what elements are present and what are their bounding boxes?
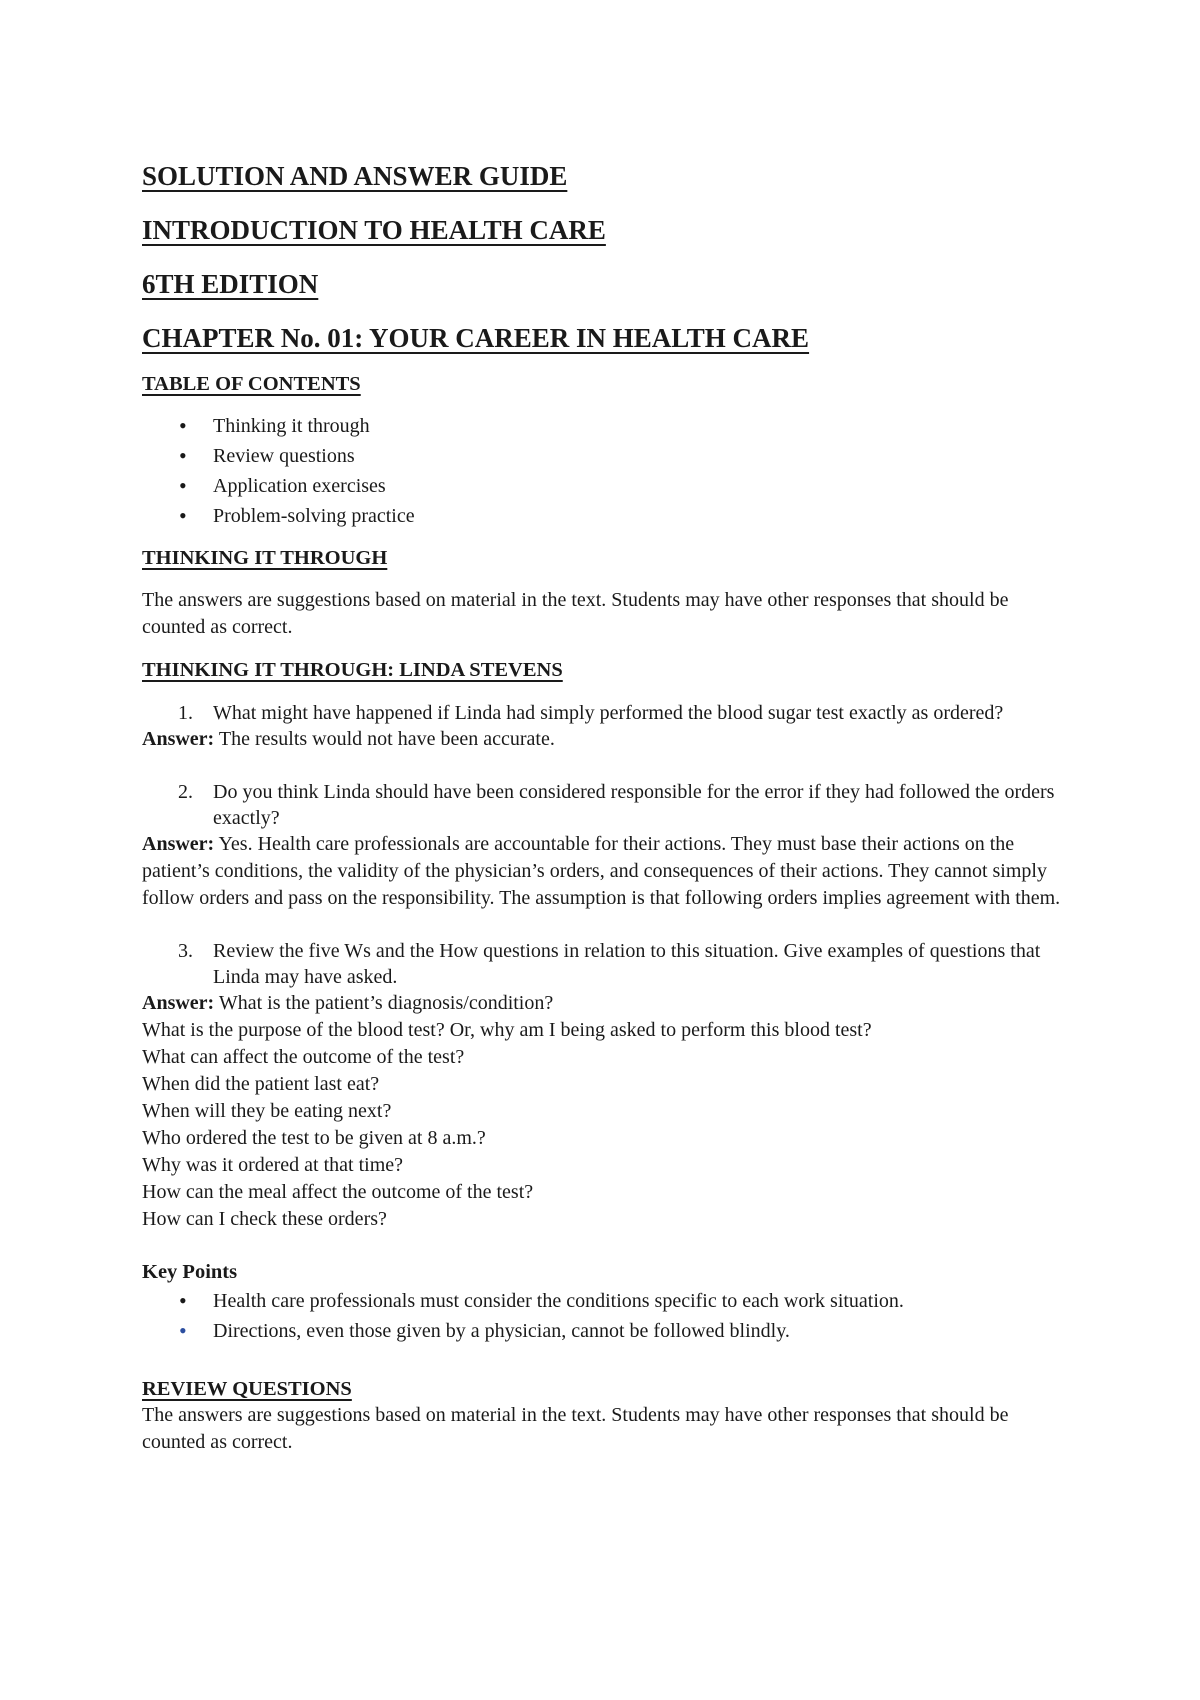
linda-heading: THINKING IT THROUGH: LINDA STEVENS (142, 659, 563, 681)
answer-2 (142, 831, 1072, 912)
answer-line: What can affect the outcome of the test? (142, 1046, 465, 1068)
question-text: Review the five Ws and the How questions in relation to this situation. Give examples of questions that Linda may have asked. (213, 940, 1041, 988)
key-points-heading: Key Points (142, 1261, 238, 1283)
key-point-item: • Health care professionals must consider the conditions specific to each work situation. (142, 1286, 1072, 1316)
answer-text: What is the patient’s diagnosis/condition? (218, 992, 554, 1014)
question-3 (142, 938, 1072, 990)
chapter-title: CHAPTER No. 01: YOUR CAREER IN HEALTH CARE (142, 323, 810, 353)
review-intro: The answers are suggestions based on material in the text. Students may have other responses that should be counted as correct. (142, 1404, 1009, 1453)
question-1 (142, 700, 1072, 726)
answer-label: Answer: (142, 728, 215, 750)
toc-item: • Problem-solving practice (142, 501, 1072, 531)
key-point-item: • Directions, even those given by a physician, cannot be followed blindly. (142, 1316, 1072, 1346)
question-number: 1. (178, 702, 193, 724)
question-number: 3. (178, 940, 193, 962)
answer-3 (142, 990, 1072, 1017)
toc-item: • Thinking it through (142, 411, 1072, 441)
document-page (142, 160, 1072, 1456)
toc-item: • Review questions (142, 441, 1072, 471)
answer-1 (142, 726, 1072, 753)
thinking-intro: The answers are suggestions based on material in the text. Students may have other responses that should be counted as correct. (142, 589, 1009, 638)
thinking-heading: THINKING IT THROUGH (142, 547, 388, 569)
edition-title: 6TH EDITION (142, 269, 319, 299)
answer-line: How can the meal affect the outcome of the test? (142, 1181, 534, 1203)
question-text: What might have happened if Linda had simply performed the blood sugar test exactly as ordered? (213, 702, 1004, 724)
review-heading: REVIEW QUESTIONS (142, 1378, 352, 1400)
answer-line: Who ordered the test to be given at 8 a.m.? (142, 1127, 486, 1149)
answer-text: Yes. Health care professionals are accountable for their actions. They must base their actions on the patient’s conditions, the validity of the physician’s orders, and consequences of their actions. They cannot simply follow orders and pass on the responsibility. The assumption is that following orders implies agreement with them. (142, 833, 1061, 909)
answer-line: Why was it ordered at that time? (142, 1154, 404, 1176)
answer-line: When will they be eating next? (142, 1100, 392, 1122)
answer-line: When did the patient last eat? (142, 1073, 380, 1095)
guide-title: SOLUTION AND ANSWER GUIDE (142, 161, 568, 191)
toc-list (142, 411, 1072, 531)
answer-line: What is the purpose of the blood test? Or, why am I being asked to perform this blood test? (142, 1019, 872, 1041)
answer-label: Answer: (142, 992, 215, 1014)
toc-item: • Application exercises (142, 471, 1072, 501)
answer-line: How can I check these orders? (142, 1208, 387, 1230)
book-title: INTRODUCTION TO HEALTH CARE (142, 215, 606, 245)
question-number: 2. (178, 781, 193, 803)
answer-text: The results would not have been accurate. (218, 728, 555, 750)
toc-heading: TABLE OF CONTENTS (142, 373, 361, 395)
question-2 (142, 779, 1072, 831)
key-points-list (142, 1286, 1072, 1346)
answer-label: Answer: (142, 833, 215, 855)
question-text: Do you think Linda should have been considered responsible for the error if they had followed the orders exactly? (213, 781, 1055, 829)
